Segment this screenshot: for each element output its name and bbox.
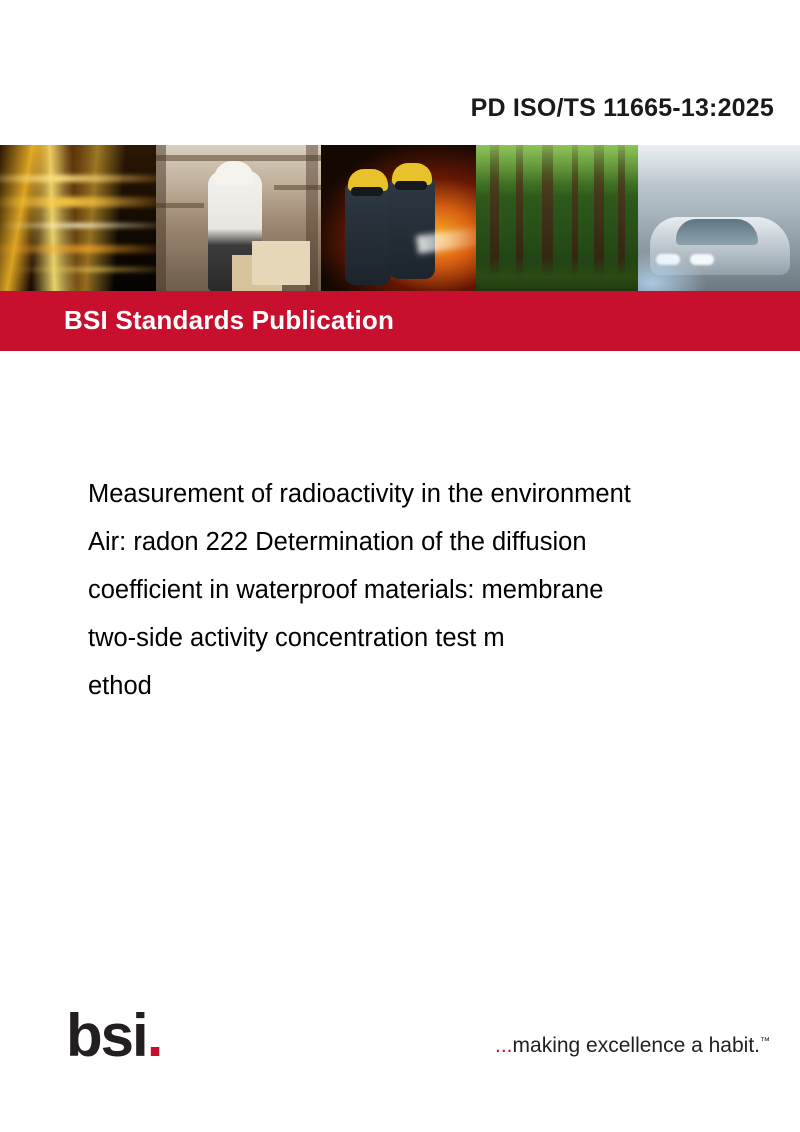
forest-photo: [476, 145, 638, 291]
page-title: [88, 470, 800, 710]
light-trails-photo: [0, 145, 156, 291]
light-streak: [0, 223, 156, 228]
warehouse-worker-photo: [156, 145, 321, 291]
light-streak: [0, 175, 156, 182]
firefighter-visor: [351, 187, 383, 196]
title-line-1: Measurement of radioactivity in the environment: [88, 480, 631, 508]
firefighter-figure: [345, 181, 391, 285]
forest-canopy: [476, 145, 638, 197]
title-line-3: coefficient in waterproof materials: membrane: [88, 576, 604, 604]
headlight-beam: [638, 251, 708, 291]
shelf-line: [156, 155, 321, 161]
tagline-text: making excellence a habit.: [512, 1034, 760, 1057]
light-streak: [0, 197, 156, 207]
bsi-logo-dot: .: [146, 1002, 162, 1069]
bsi-tagline: [495, 1034, 770, 1058]
cardboard-box: [252, 241, 310, 285]
trademark-symbol: ™: [760, 1036, 770, 1047]
factory-ceiling-rail: [638, 145, 800, 185]
forest-floor: [476, 257, 638, 291]
standard-number: PD ISO/TS 11665-13:2025: [470, 94, 774, 122]
light-streak: [0, 245, 156, 253]
firefighter-visor: [395, 181, 427, 190]
title-line-5: ethod: [88, 672, 152, 700]
photo-strip: [0, 145, 800, 291]
car-factory-photo: [638, 145, 800, 291]
title-line-4: two-side activity concentration test m: [88, 624, 505, 652]
light-streak: [0, 267, 156, 272]
firefighter-figure: [389, 175, 435, 279]
tagline-dots: ...: [495, 1034, 513, 1057]
title-line-2: Air: radon 222 Determination of the diffusion: [88, 528, 587, 556]
shelf-post: [156, 145, 166, 291]
bsi-logo: [66, 1002, 162, 1069]
banner-title: BSI Standards Publication: [64, 305, 395, 335]
firefighters-photo: [321, 145, 476, 291]
hard-hat: [214, 161, 254, 185]
bsi-logo-text: bsi: [66, 1002, 147, 1069]
car-windshield: [676, 219, 758, 245]
